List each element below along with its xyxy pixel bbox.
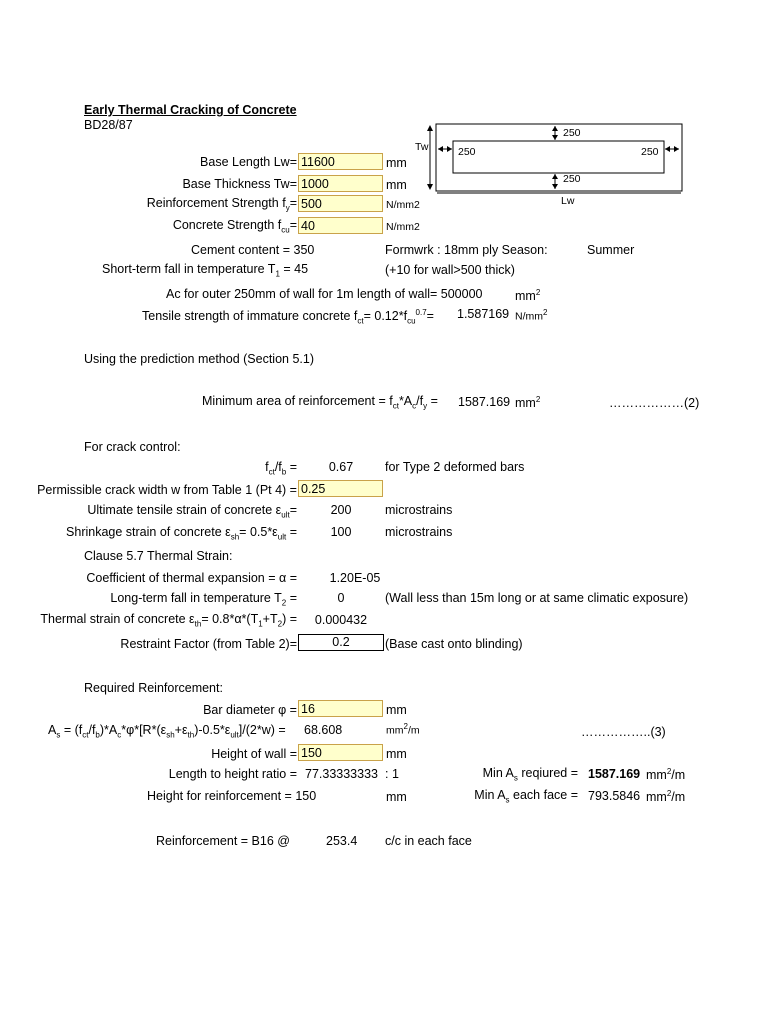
ult-strain-value: 200	[330, 503, 352, 517]
ac-unit: $mm^2$	[515, 288, 541, 304]
as-formula: $A_s = (f_{ct}/f_b)*A_c*\varphi*[R*(\varepsilon_{sh}+\varepsilon_{th})-0.5*\varepsilon_{ult}]/(2*w)$ =	[48, 723, 286, 740]
restraint-label: Restraint Factor (from Table 2)=	[120, 637, 297, 651]
crack-heading: For crack control:	[84, 440, 181, 454]
required-heading: Required Reinforcement:	[84, 681, 223, 695]
height-wall-label: Height of wall =	[211, 747, 297, 761]
long-fall-note: (Wall less than 15m long or at same climatic exposure)	[385, 591, 689, 605]
min-area-value: 1587.169	[458, 395, 511, 409]
reinf-strength-label: Reinforcement Strength $f_y=$	[146, 196, 297, 213]
inner-rect	[453, 141, 664, 173]
cement-content: Cement content = 350	[191, 243, 315, 257]
base-thickness-unit: mm	[386, 178, 407, 192]
crack-width-label: Permissible crack width w from Table 1 (Pt 4) =	[37, 483, 297, 497]
base-length-label: Base Length Lw=	[200, 155, 297, 169]
top-dim-label: 250	[563, 127, 581, 139]
bar-diameter-label: Bar diameter φ =	[203, 703, 297, 717]
ult-strain-label: Ultimate tensile strain of concrete $\varepsilon_{ult}=$	[87, 503, 297, 520]
face-unit: $mm^2/m$	[646, 789, 686, 805]
reinforcement-label: Reinforcement = B16 @	[156, 834, 290, 848]
as-unit: $mm^2/m$	[386, 722, 420, 737]
left-dim-label: 250	[458, 146, 476, 158]
bar-diameter-input[interactable]: 16	[298, 700, 383, 717]
face-label: Min $A_s$ each face =	[474, 788, 578, 805]
tw-label: Tw	[415, 141, 429, 153]
min-as-label: Min $A_s$ reqiured =	[482, 766, 578, 783]
fct-fb-note: for Type 2 deformed bars	[385, 460, 525, 474]
thermal-strain-label: Thermal strain of concrete $\varepsilon_{th}= 0.8*\alpha*(T_1+T_2)$ =	[40, 612, 297, 629]
height-wall-unit: mm	[386, 747, 407, 761]
min-as-value: 1587.169	[588, 767, 641, 781]
height-reinf-unit: mm	[386, 790, 407, 804]
code-reference: BD28/87	[84, 118, 133, 132]
as-value: 68.608	[304, 723, 343, 737]
long-fall-label: Long-term fall in temperature $T_2$ =	[110, 591, 297, 608]
coef-label: Coefficient of thermal expansion = α =	[86, 571, 297, 585]
base-thickness-input[interactable]: 1000	[298, 175, 383, 192]
right-dim-label: 250	[641, 146, 659, 158]
reinforcement-value: 253.4	[326, 834, 358, 848]
bar-diameter-unit: mm	[386, 703, 407, 717]
shr-strain-value: 100	[330, 525, 352, 539]
shr-strain-unit: microstrains	[385, 525, 453, 539]
shr-strain-label: Shrinkage strain of concrete $\varepsilon_{sh}= 0.5*\varepsilon_{ult}$ =	[66, 525, 297, 542]
long-fall-value: 0	[337, 591, 345, 605]
short-fall-note: (+10 for wall>500 thick)	[385, 263, 515, 277]
formwork-text: Formwrk : 18mm ply Season:	[385, 243, 548, 257]
lw-label: Lw	[561, 195, 575, 207]
fct-fb-value: 0.67	[328, 460, 354, 474]
thermal-heading: Clause 5.7 Thermal Strain:	[84, 549, 233, 563]
base-length-unit: mm	[386, 156, 407, 170]
min-area-label: Minimum area of reinforcement = $f_{ct}*A_c/f_y$ =	[202, 394, 438, 411]
bottom-dim-label: 250	[563, 173, 581, 185]
prediction-heading: Using the prediction method (Section 5.1)	[84, 352, 314, 366]
crack-width-input[interactable]: 0.25	[298, 480, 383, 497]
restraint-value: 0.2	[298, 634, 384, 651]
tensile-value: 1.587169	[457, 307, 510, 321]
reinforcement-note: c/c in each face	[385, 834, 472, 848]
coef-value: 1.20E-05	[329, 571, 381, 585]
height-wall-input[interactable]: 150	[298, 744, 383, 761]
conc-strength-unit: N/mm2	[386, 221, 420, 233]
short-fall-label: Short-term fall in temperature $T_1 = 45$	[102, 262, 309, 279]
height-reinf-label: Height for reinforcement = 150	[147, 789, 317, 803]
page-title: Early Thermal Cracking of Concrete	[84, 103, 297, 117]
min-area-ref: ………………(2)	[609, 396, 700, 410]
face-value: 793.5846	[588, 789, 641, 803]
restraint-note: (Base cast onto blinding)	[385, 637, 523, 651]
min-as-unit: $mm^2/m$	[646, 767, 686, 783]
ratio-suffix: : 1	[385, 767, 399, 781]
season-value: Summer	[587, 243, 635, 257]
tensile-label: Tensile strength of immature concrete $f_{ct}= 0.12*f_{cu}^{0.7}=$	[142, 308, 434, 326]
reinf-strength-unit: N/mm2	[386, 199, 420, 211]
base-thickness-label: Base Thickness Tw=	[182, 177, 297, 191]
ratio-value: 77.33333333	[305, 767, 378, 781]
tensile-unit: $N/mm^2$	[515, 308, 548, 323]
ac-label: Ac for outer 250mm of wall for 1m length of wall= 500000	[166, 287, 483, 301]
ult-strain-unit: microstrains	[385, 503, 453, 517]
conc-strength-input[interactable]: 40	[298, 217, 383, 234]
ratio-label: Length to height ratio =	[168, 767, 297, 781]
as-ref: ……………..(3)	[581, 725, 666, 739]
base-length-input[interactable]: 11600	[298, 153, 383, 170]
thermal-strain-value: 0.000432	[314, 613, 368, 627]
min-area-unit: $mm^2$	[515, 395, 541, 411]
fct-fb-label: $f_{ct}/f_b$ =	[265, 460, 297, 477]
reinf-strength-input[interactable]: 500	[298, 195, 383, 212]
conc-strength-label: Concrete Strength $f_{cu}=$	[172, 218, 297, 235]
